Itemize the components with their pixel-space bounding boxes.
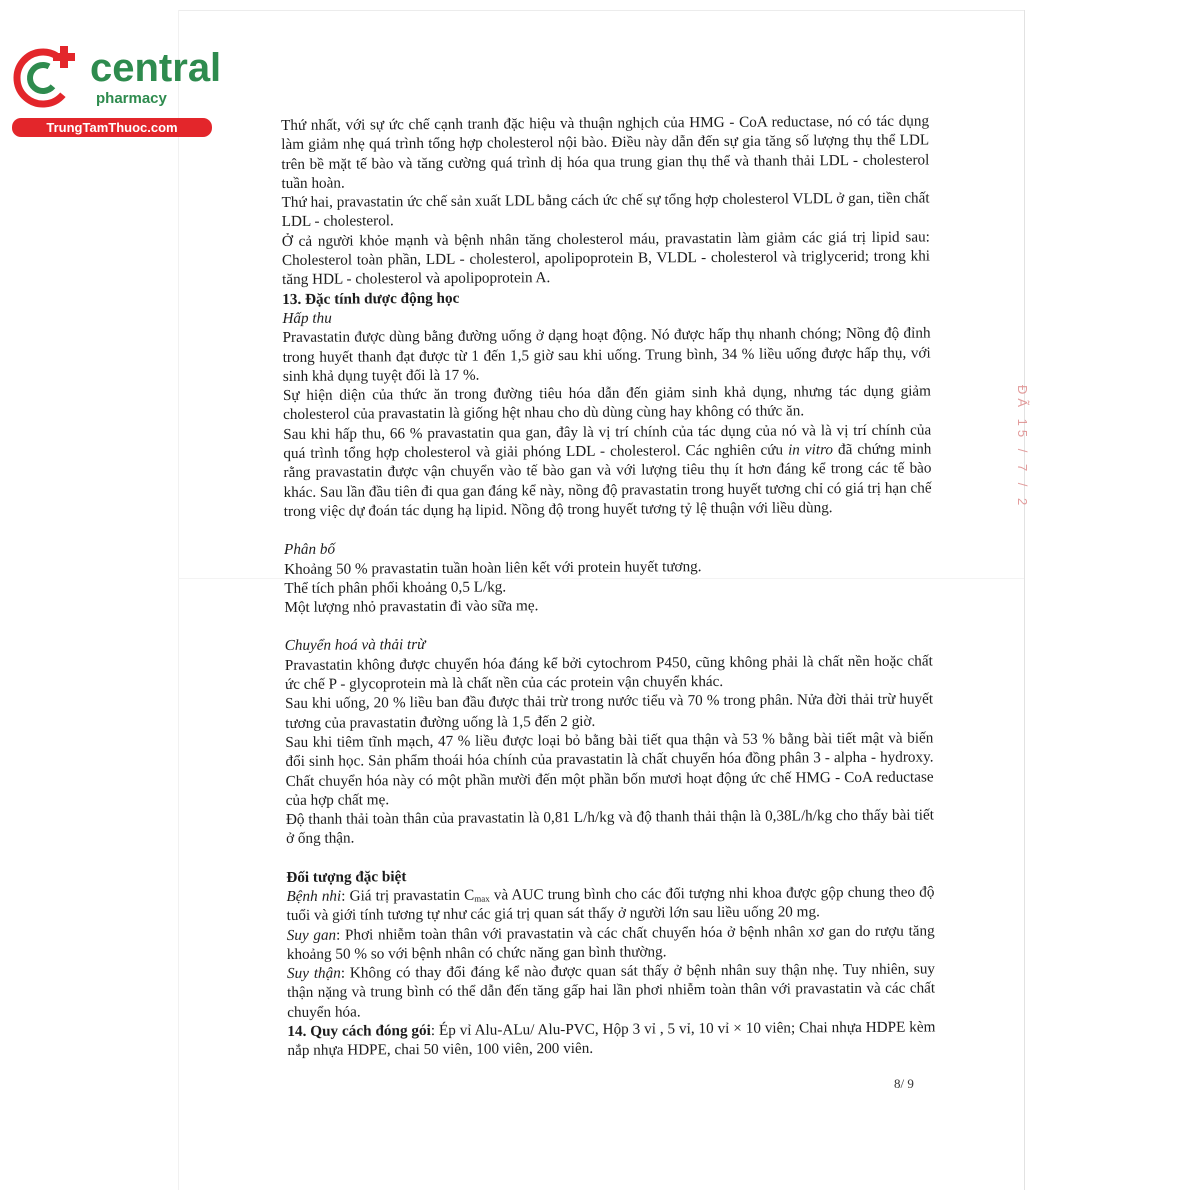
- logo-mark-icon: [10, 38, 84, 112]
- paragraph: [286, 882, 934, 925]
- page-edge: [178, 10, 1024, 11]
- page-edge: [178, 10, 179, 1190]
- paragraph: Thể tích phân phối khoảng 0,5 L/kg.: [284, 578, 507, 597]
- italic-term: in vitro: [787, 441, 834, 459]
- pharmacy-logo: [10, 38, 222, 138]
- paragraph: Sự hiện diện của thức ăn trong đường tiêu hóa dẫn đến giảm sinh khả dụng, nhưng tác dụng giảm cholesterol của pravastatin là giống hệt nhau cho dù dùng cùng hay không có thức ăn.: [282, 382, 931, 424]
- brand-subtitle: pharmacy: [96, 90, 167, 107]
- paragraph: Khoảng 50 % pravastatin tuần hoàn liên kết với protein huyết tương.: [284, 557, 702, 578]
- paragraph: Thứ hai, pravastatin ức chế sản xuất LDL bằng cách ức chế sự tổng hợp cholesterol VLDL ở gan, tiền chất LDL - cholesterol.: [281, 189, 930, 231]
- brand-url-badge[interactable]: TrungTamThuoc.com: [12, 118, 212, 137]
- document-body: [281, 111, 936, 1060]
- label-pediatric: Bệnh nhi: [286, 887, 342, 905]
- paragraph: Ở cả người khỏe mạnh và bệnh nhân tăng cholesterol máu, pravastatin làm giảm các giá trị lipid sau: Cholesterol toàn phần, LDL - cholesterol, apolipoprotein B, VLDL - cholesterol và triglycerid; trong khi tăng HDL - cholesterol và apolipoprotein A.: [281, 228, 931, 289]
- text-run: và AUC trung bình cho các đối tượng nhi khoa được gộp chung theo độ tuổi và giới tính tương tự như các giá trị quan sát thấy ở người lớn sau liều uống 20 mg.: [286, 883, 935, 925]
- paragraph: Sau khi uống, 20 % liều ban đầu được thải trừ trong nước tiểu và 70 % trong phân. Nửa đời thải trừ huyết tương của pravastatin đường uống là 1,5 đến 2 giờ.: [285, 690, 934, 732]
- section-heading-13: 13. Đặc tính dược động học: [282, 289, 460, 308]
- text-run: đã chứng minh rằng pravastatin được vận chuyển vào tế bào gan và với lượng tiêu thụ ít hơn đáng kể trong các tế bào khác. Sau lần đầu tiên đi qua gan đáng kể này, nồng độ pravastatin trong huyết tương chỉ có giá trị hạn chế trong việc dự đoán tác dụng hạ lipid. Nồng độ trong huyết tương tỷ lệ thuận với liều dùng.: [283, 440, 932, 520]
- paragraph: Độ thanh thải toàn thân của pravastatin là 0,81 L/h/kg và độ thanh thải thận là 0,38L/h/kg cho thấy bài tiết ở ống thận.: [285, 806, 934, 848]
- text-run: : Không có thay đổi đáng kể nào được quan sát thấy ở bệnh nhân suy thận nhẹ. Tuy nhiên, suy thận nặng và trung bình có thể dẫn đến tăng gấp hai lần phơi nhiễm toàn thân với pravastatin và các chất chuyển hóa.: [287, 960, 936, 1021]
- text-run: Sau khi hấp thu, 66 % pravastatin qua gan, đây là vị trí chính của tác dụng của nó và là vị trí chính của quá trình tổng hợp cholesterol và giải phóng LDL - cholesterol. Các nghiên cứu: [283, 421, 932, 463]
- paragraph: Pravastatin không được chuyển hóa đáng kể bởi cytochrom P450, cũng không phải là chất nền hoặc chất ức chế P - glycoprotein mà là chất nền của các protein vận chuyển khác.: [284, 652, 933, 694]
- label-hepatic: Suy gan: [286, 926, 337, 944]
- page-edge: [1024, 10, 1025, 1190]
- text-run: : Phơi nhiễm toàn thân với pravastatin và các chất chuyển hóa ở bệnh nhân xơ gan do rượu tăng khoảng 50 % so với bệnh nhân có chức năng gan bình thường.: [286, 922, 935, 963]
- paragraph: [283, 420, 932, 521]
- label-renal: Suy thận: [286, 964, 341, 983]
- section-heading-special: Đối tượng đặc biệt: [286, 867, 407, 886]
- subheading-absorption: Hấp thu: [282, 309, 332, 327]
- subheading-distribution: Phân bố: [283, 540, 336, 559]
- page-number: 8/ 9: [894, 1076, 914, 1091]
- paragraph: [287, 960, 935, 1022]
- subscript: max: [474, 893, 490, 904]
- text-run: : Ép vỉ Alu-ALu/ Alu-PVC, Hộp 3 vỉ , 5 vỉ, 10 vỉ × 10 viên; Chai nhựa HDPE kèm nắp nhựa HDPE, chai 50 viên, 100 viên, 200 viên.: [287, 1018, 936, 1060]
- brand-name: central: [90, 46, 222, 90]
- paragraph: Một lượng nhỏ pravastatin đi vào sữa mẹ.: [284, 597, 539, 617]
- paragraph: Thứ nhất, với sự ức chế cạnh tranh đặc hiệu và thuận nghịch của HMG - CoA reductase, nó có tác dụng làm giảm nhẹ quá trình tổng hợp cholesterol nội bào. Điều này dẫn đến sự gia tăng số lượng thụ thể LDL trên bề mặt tế bào và tăng cường quá trình dị hóa qua trung gian thụ thể và thanh thải LDL - cholesterol tuần hoàn.: [281, 112, 930, 192]
- paragraph: Sau khi tiêm tĩnh mạch, 47 % liều được loại bỏ bằng bài tiết qua thận và 53 % bằng bài tiết mật và biến đổi sinh học. Sản phẩm thoái hóa chính của pravastatin là chất chuyển hóa đồng phân 3 - alpha - hydroxy. Chất chuyển hóa này có một phần mười đến một phần bốn mươi hoạt động ức chế HMG - CoA reductase của hợp chất mẹ.: [285, 729, 934, 809]
- text-run: : Giá trị pravastatin C: [341, 886, 475, 905]
- paragraph: [287, 921, 935, 964]
- paragraph: Pravastatin được dùng bằng đường uống ở dạng hoạt động. Nó được hấp thụ nhanh chóng; Nồng độ đỉnh trong huyết thanh đạt được từ 1 đến 1,5 giờ sau khi uống. Trung bình, 34 % liều uống được hấp thụ, với sinh khả dụng tuyệt đối là 17 %.: [282, 324, 931, 385]
- subheading-metabolism: Chuyển hoá và thải trừ: [284, 636, 426, 655]
- paragraph: [287, 1018, 935, 1061]
- red-stamp: ĐÃ 15 / 7 / 2: [1015, 385, 1030, 510]
- section-heading-14: 14. Quy cách đóng gói: [287, 1022, 431, 1041]
